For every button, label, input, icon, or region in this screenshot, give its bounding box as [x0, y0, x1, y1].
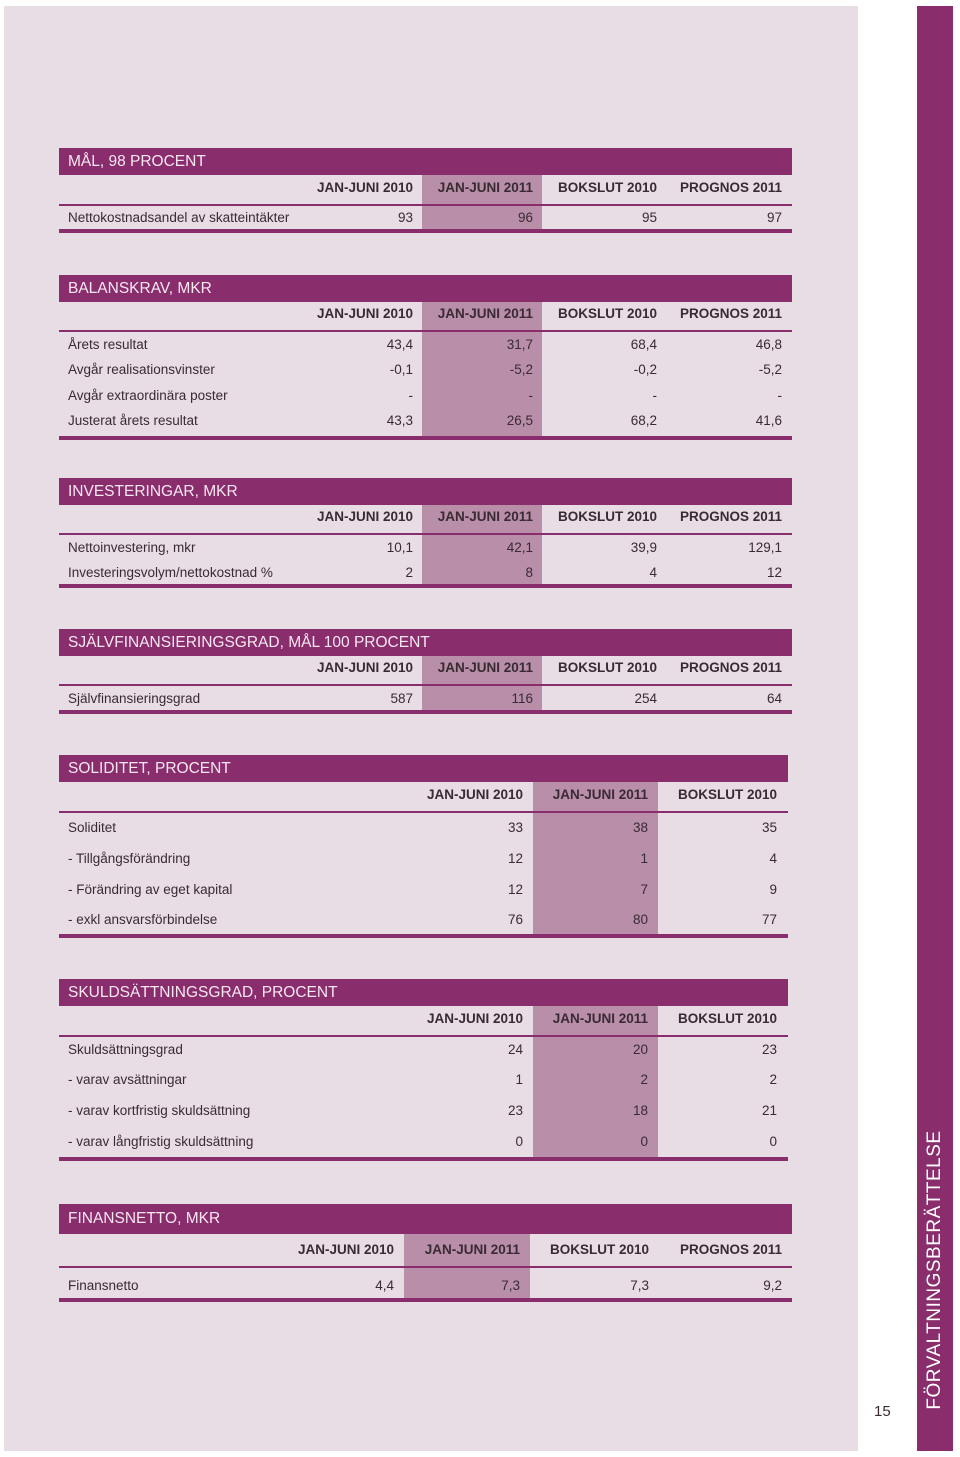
table-cell: 8	[525, 565, 533, 580]
table-cell: 2	[769, 1072, 777, 1087]
page-number: 15	[874, 1403, 891, 1420]
table-cell: 4	[649, 565, 657, 580]
row-label: Årets resultat	[68, 337, 148, 352]
table-cell: 77	[761, 912, 777, 927]
row-label: - varav långfristig skuldsättning	[68, 1134, 254, 1149]
table-cell: 80	[632, 912, 648, 927]
table-cell: 18	[632, 1103, 648, 1118]
column-header: JAN-JUNI 2010	[426, 1011, 523, 1026]
column-header: JAN-JUNI 2010	[316, 306, 413, 321]
table-cell: 12	[507, 851, 523, 866]
table-balanskrav	[59, 275, 792, 440]
table-bottom-rule	[59, 710, 792, 714]
column-header: BOKSLUT 2010	[557, 306, 657, 321]
header-rule	[59, 684, 792, 686]
column-header: JAN-JUNI 2011	[437, 509, 533, 524]
table-cell: 38	[632, 820, 648, 835]
header-rule	[59, 811, 788, 813]
table-title: SOLIDITET, PROCENT	[59, 755, 788, 782]
table-title: BALANSKRAV, MKR	[59, 275, 792, 302]
row-label: Självfinansieringsgrad	[68, 691, 201, 706]
table-cell: 31,7	[506, 337, 533, 352]
table-cell: 12	[766, 565, 782, 580]
header-rule	[59, 533, 792, 535]
table-cell: -5,2	[758, 362, 782, 377]
table-cell: 129,1	[748, 540, 782, 555]
row-label: Justerat årets resultat	[68, 413, 198, 428]
column-header: JAN-JUNI 2010	[426, 787, 523, 802]
table-cell: 1	[640, 851, 648, 866]
row-label: - Förändring av eget kapital	[68, 882, 233, 897]
column-header: PROGNOS 2011	[679, 180, 782, 195]
table-skuldsattning	[59, 979, 788, 1161]
header-rule	[59, 1266, 792, 1268]
column-header: BOKSLUT 2010	[557, 509, 657, 524]
table-cell: 68,2	[630, 413, 657, 428]
table-cell: 20	[632, 1042, 648, 1057]
table-cell: 46,8	[755, 337, 782, 352]
column-header: JAN-JUNI 2010	[316, 509, 413, 524]
table-cell: 0	[769, 1134, 777, 1149]
row-label: - varav avsättningar	[68, 1072, 187, 1087]
row-label: - exkl ansvarsförbindelse	[68, 912, 218, 927]
table-cell: 2	[405, 565, 413, 580]
row-label: Soliditet	[68, 820, 117, 835]
table-cell: 254	[634, 691, 657, 706]
table-cell: -0,1	[389, 362, 413, 377]
table-title: SKULDSÄTTNINGSGRAD, PROCENT	[59, 979, 788, 1006]
column-header: PROGNOS 2011	[679, 1242, 782, 1257]
column-header: JAN-JUNI 2011	[552, 787, 648, 802]
column-header: PROGNOS 2011	[679, 509, 782, 524]
table-cell: 1	[515, 1072, 523, 1087]
row-label: - Tillgångsförändring	[68, 851, 191, 866]
column-header: JAN-JUNI 2010	[316, 660, 413, 675]
table-cell: 24	[507, 1042, 523, 1057]
column-header: JAN-JUNI 2011	[552, 1011, 648, 1026]
column-header: PROGNOS 2011	[679, 306, 782, 321]
table-finansnetto	[59, 1204, 792, 1302]
table-cell: 76	[507, 912, 523, 927]
column-header: JAN-JUNI 2010	[297, 1242, 394, 1257]
table-cell: 9,2	[763, 1278, 782, 1293]
column-header: JAN-JUNI 2011	[437, 306, 533, 321]
table-cell: 7	[640, 882, 648, 897]
table-soliditet	[59, 755, 788, 938]
table-cell: 10,1	[386, 540, 413, 555]
table-bottom-rule	[59, 934, 788, 938]
column-header: PROGNOS 2011	[679, 660, 782, 675]
row-label: Nettokostnadsandel av skatteintäkter	[68, 210, 290, 225]
table-cell: 68,4	[630, 337, 657, 352]
table-cell: 43,3	[386, 413, 413, 428]
table-bottom-rule	[59, 1157, 788, 1161]
column-header: JAN-JUNI 2011	[437, 180, 533, 195]
header-rule	[59, 330, 792, 332]
table-cell: 39,9	[630, 540, 657, 555]
column-header: JAN-JUNI 2010	[316, 180, 413, 195]
table-cell: 26,5	[506, 413, 533, 428]
column-header: JAN-JUNI 2011	[437, 660, 533, 675]
table-title: MÅL, 98 PROCENT	[59, 148, 792, 175]
table-cell: 0	[640, 1134, 648, 1149]
table-investeringar	[59, 478, 792, 588]
column-header: BOKSLUT 2010	[557, 660, 657, 675]
table-cell: 9	[769, 882, 777, 897]
table-bottom-rule	[59, 436, 792, 440]
header-rule	[59, 204, 792, 206]
table-cell: 95	[641, 210, 657, 225]
table-title: SJÄLVFINANSIERINGSGRAD, MÅL 100 PROCENT	[59, 629, 792, 656]
row-label: Nettoinvestering, mkr	[68, 540, 196, 555]
table-cell: -5,2	[509, 362, 533, 377]
table-cell: 23	[761, 1042, 777, 1057]
header-rule	[59, 1035, 788, 1037]
table-cell: 42,1	[506, 540, 533, 555]
table-cell: 21	[761, 1103, 777, 1118]
table-cell: 4,4	[375, 1278, 394, 1293]
table-sjalvfinansiering	[59, 629, 792, 714]
table-cell: 7,3	[501, 1278, 520, 1293]
table-bottom-rule	[59, 229, 792, 233]
table-mal	[59, 148, 792, 233]
table-bottom-rule	[59, 584, 792, 588]
row-label: Investeringsvolym/nettokostnad %	[68, 565, 273, 580]
column-header: JAN-JUNI 2011	[424, 1242, 520, 1257]
table-bottom-rule	[59, 1298, 792, 1302]
table-cell: -	[528, 388, 533, 403]
table-cell: 97	[766, 210, 782, 225]
table-cell: 41,6	[755, 413, 782, 428]
column-header: BOKSLUT 2010	[549, 1242, 649, 1257]
row-label: Skuldsättningsgrad	[68, 1042, 183, 1057]
table-cell: 587	[390, 691, 413, 706]
table-cell: 43,4	[386, 337, 413, 352]
table-cell: 12	[507, 882, 523, 897]
row-label: Finansnetto	[68, 1278, 139, 1293]
table-title: FINANSNETTO, MKR	[59, 1204, 792, 1234]
table-cell: 7,3	[630, 1278, 649, 1293]
row-label: Avgår realisationsvinster	[68, 362, 215, 377]
table-cell: -	[777, 388, 782, 403]
table-cell: -	[652, 388, 657, 403]
table-cell: 0	[515, 1134, 523, 1149]
table-cell: 93	[397, 210, 413, 225]
table-cell: 4	[769, 851, 777, 866]
table-title: INVESTERINGAR, MKR	[59, 478, 792, 505]
section-side-label: FÖRVALTNINGSBERÄTTELSE	[924, 1130, 945, 1410]
column-header: BOKSLUT 2010	[677, 787, 777, 802]
table-cell: 2	[640, 1072, 648, 1087]
table-cell: 116	[511, 691, 533, 706]
table-cell: 33	[507, 820, 523, 835]
table-cell: -0,2	[633, 362, 657, 377]
table-cell: 35	[761, 820, 777, 835]
table-cell: -	[408, 388, 413, 403]
row-label: - varav kortfristig skuldsättning	[68, 1103, 251, 1118]
row-label: Avgår extraordinära poster	[68, 388, 228, 403]
table-cell: 96	[517, 210, 533, 225]
column-header: BOKSLUT 2010	[557, 180, 657, 195]
table-cell: 64	[766, 691, 782, 706]
column-header: BOKSLUT 2010	[677, 1011, 777, 1026]
table-cell: 23	[507, 1103, 523, 1118]
